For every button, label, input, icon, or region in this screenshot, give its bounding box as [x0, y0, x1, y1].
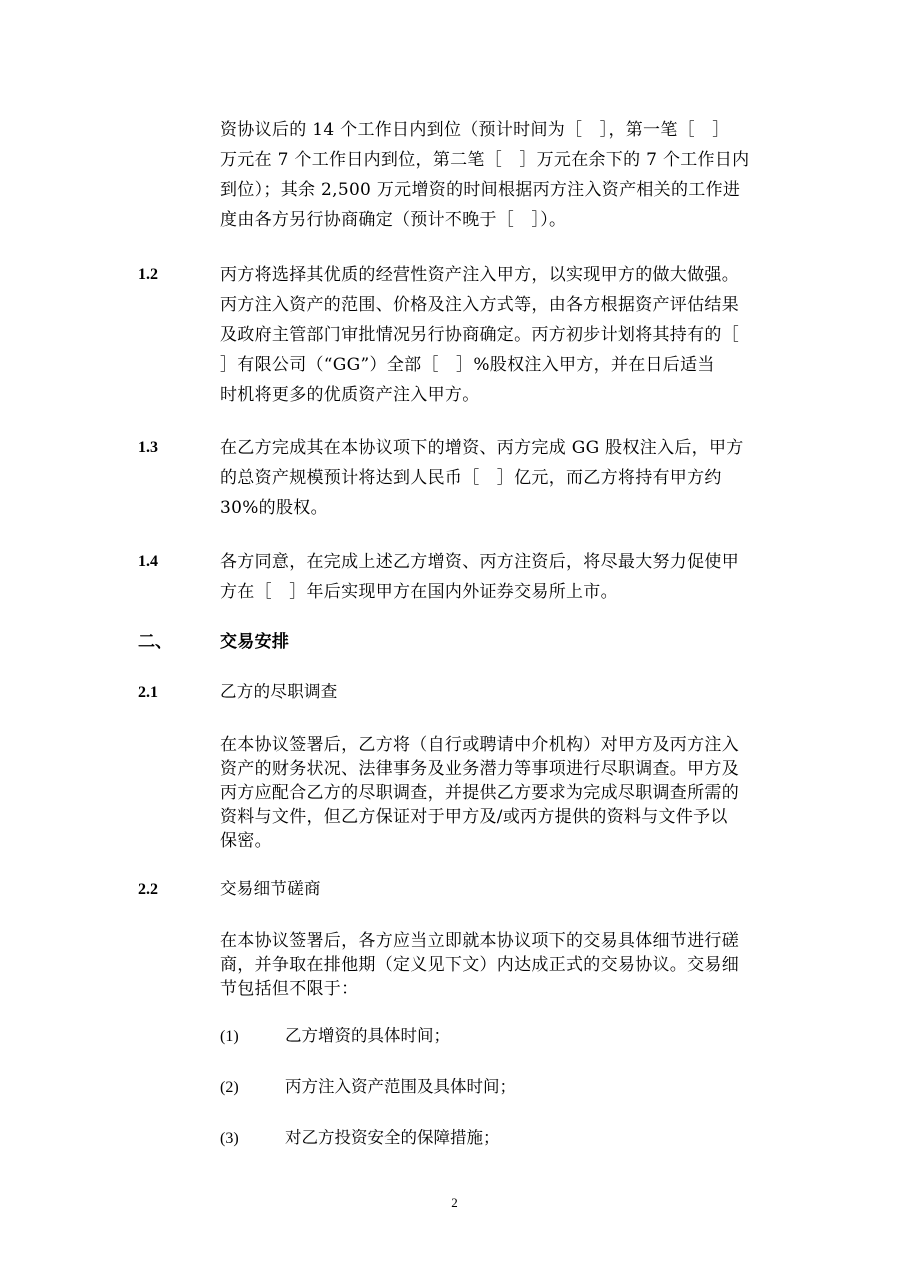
clause-number-2-2: 2.2 — [138, 881, 158, 898]
paragraph-line: 节包括但不限于： — [220, 979, 359, 999]
paragraph-line: 在乙方完成其在本协议项下的增资、丙方完成 GG 股权注入后，甲方 — [220, 438, 744, 458]
clause-number-1-3: 1.3 — [138, 439, 158, 456]
paragraph-line: 在本协议签署后，乙方将（自行或聘请中介机构）对甲方及丙方注入 — [220, 735, 739, 755]
paragraph-line: 丙方应配合乙方的尽职调查，并提供乙方要求为完成尽职调查所需的 — [220, 783, 739, 803]
paragraph-line: 方在［ ］年后实现甲方在国内外证券交易所上市。 — [220, 582, 618, 602]
paragraph-line: 丙方将选择其优质的经营性资产注入甲方，以实现甲方的做大做强。 — [220, 265, 739, 285]
page-number: 2 — [451, 1195, 458, 1210]
clause-2-1-text — [220, 733, 778, 853]
list-item-text: 丙方注入资产范围及具体时间； — [285, 1077, 516, 1096]
list-item-text: 乙方增资的具体时间； — [285, 1026, 450, 1045]
clause-number-2-1: 2.1 — [138, 684, 158, 701]
paragraph-line: 资协议后的 14 个工作日内到位（预计时间为［ ］，第一笔［ ］ — [220, 120, 730, 140]
section-number-2: 二、 — [138, 632, 172, 651]
list-item-text: 对乙方投资安全的保障措施； — [285, 1128, 500, 1147]
paragraph-line: 商，并争取在排他期（定义见下文）内达成正式的交易协议。交易细 — [220, 955, 739, 975]
clause-1-3-text — [220, 433, 778, 523]
section-title: 交易安排 — [220, 632, 290, 652]
paragraph-line: 到位）；其余 2,500 万元增资的时间根据丙方注入资产相关的工作进 — [220, 180, 741, 200]
clause-number-1-4: 1.4 — [138, 553, 158, 570]
paragraph-line: 资料与文件，但乙方保证对于甲方及/或丙方提供的资料与文件予以 — [220, 807, 728, 827]
clause-2-2-title: 交易细节磋商 — [220, 879, 321, 898]
continuation-paragraph — [220, 115, 778, 235]
clause-1-2-text — [220, 260, 778, 410]
paragraph-line: 丙方注入资产的范围、价格及注入方式等，由各方根据资产评估结果 — [220, 295, 739, 315]
list-item-number: (2) — [220, 1079, 239, 1096]
paragraph-line: 的总资产规模预计将达到人民币［ ］亿元，而乙方将持有甲方约 — [220, 468, 722, 488]
list-item-number: (3) — [220, 1130, 239, 1147]
paragraph-line: 资产的财务状况、法律事务及业务潜力等事项进行尽职调查。甲方及 — [220, 759, 739, 779]
paragraph-line: 在本协议签署后，各方应当立即就本协议项下的交易具体细节进行磋 — [220, 931, 739, 951]
list-item-number: (1) — [220, 1028, 239, 1045]
paragraph-line: 30%的股权。 — [220, 498, 328, 518]
paragraph-line: 度由各方另行协商确定（预计不晚于［ ］）。 — [220, 210, 567, 230]
paragraph-line: 时机将更多的优质资产注入甲方。 — [220, 385, 480, 405]
clause-2-1-title: 乙方的尽职调查 — [220, 682, 338, 701]
clause-1-4-text — [220, 547, 778, 607]
clause-2-2-text — [220, 929, 778, 1001]
paragraph-line: 及政府主管部门审批情况另行协商确定。丙方初步计划将其持有的［ — [220, 325, 739, 345]
paragraph-line: 万元在 7 个工作日内到位，第二笔［ ］万元在余下的 7 个工作日内 — [220, 150, 750, 170]
paragraph-line: 保密。 — [220, 831, 272, 851]
paragraph-line: ］有限公司（“GG”）全部［ ］%股权注入甲方，并在日后适当 — [220, 355, 715, 375]
clause-number-1-2: 1.2 — [138, 266, 158, 283]
paragraph-line: 各方同意，在完成上述乙方增资、丙方注资后，将尽最大努力促使甲 — [220, 552, 739, 572]
